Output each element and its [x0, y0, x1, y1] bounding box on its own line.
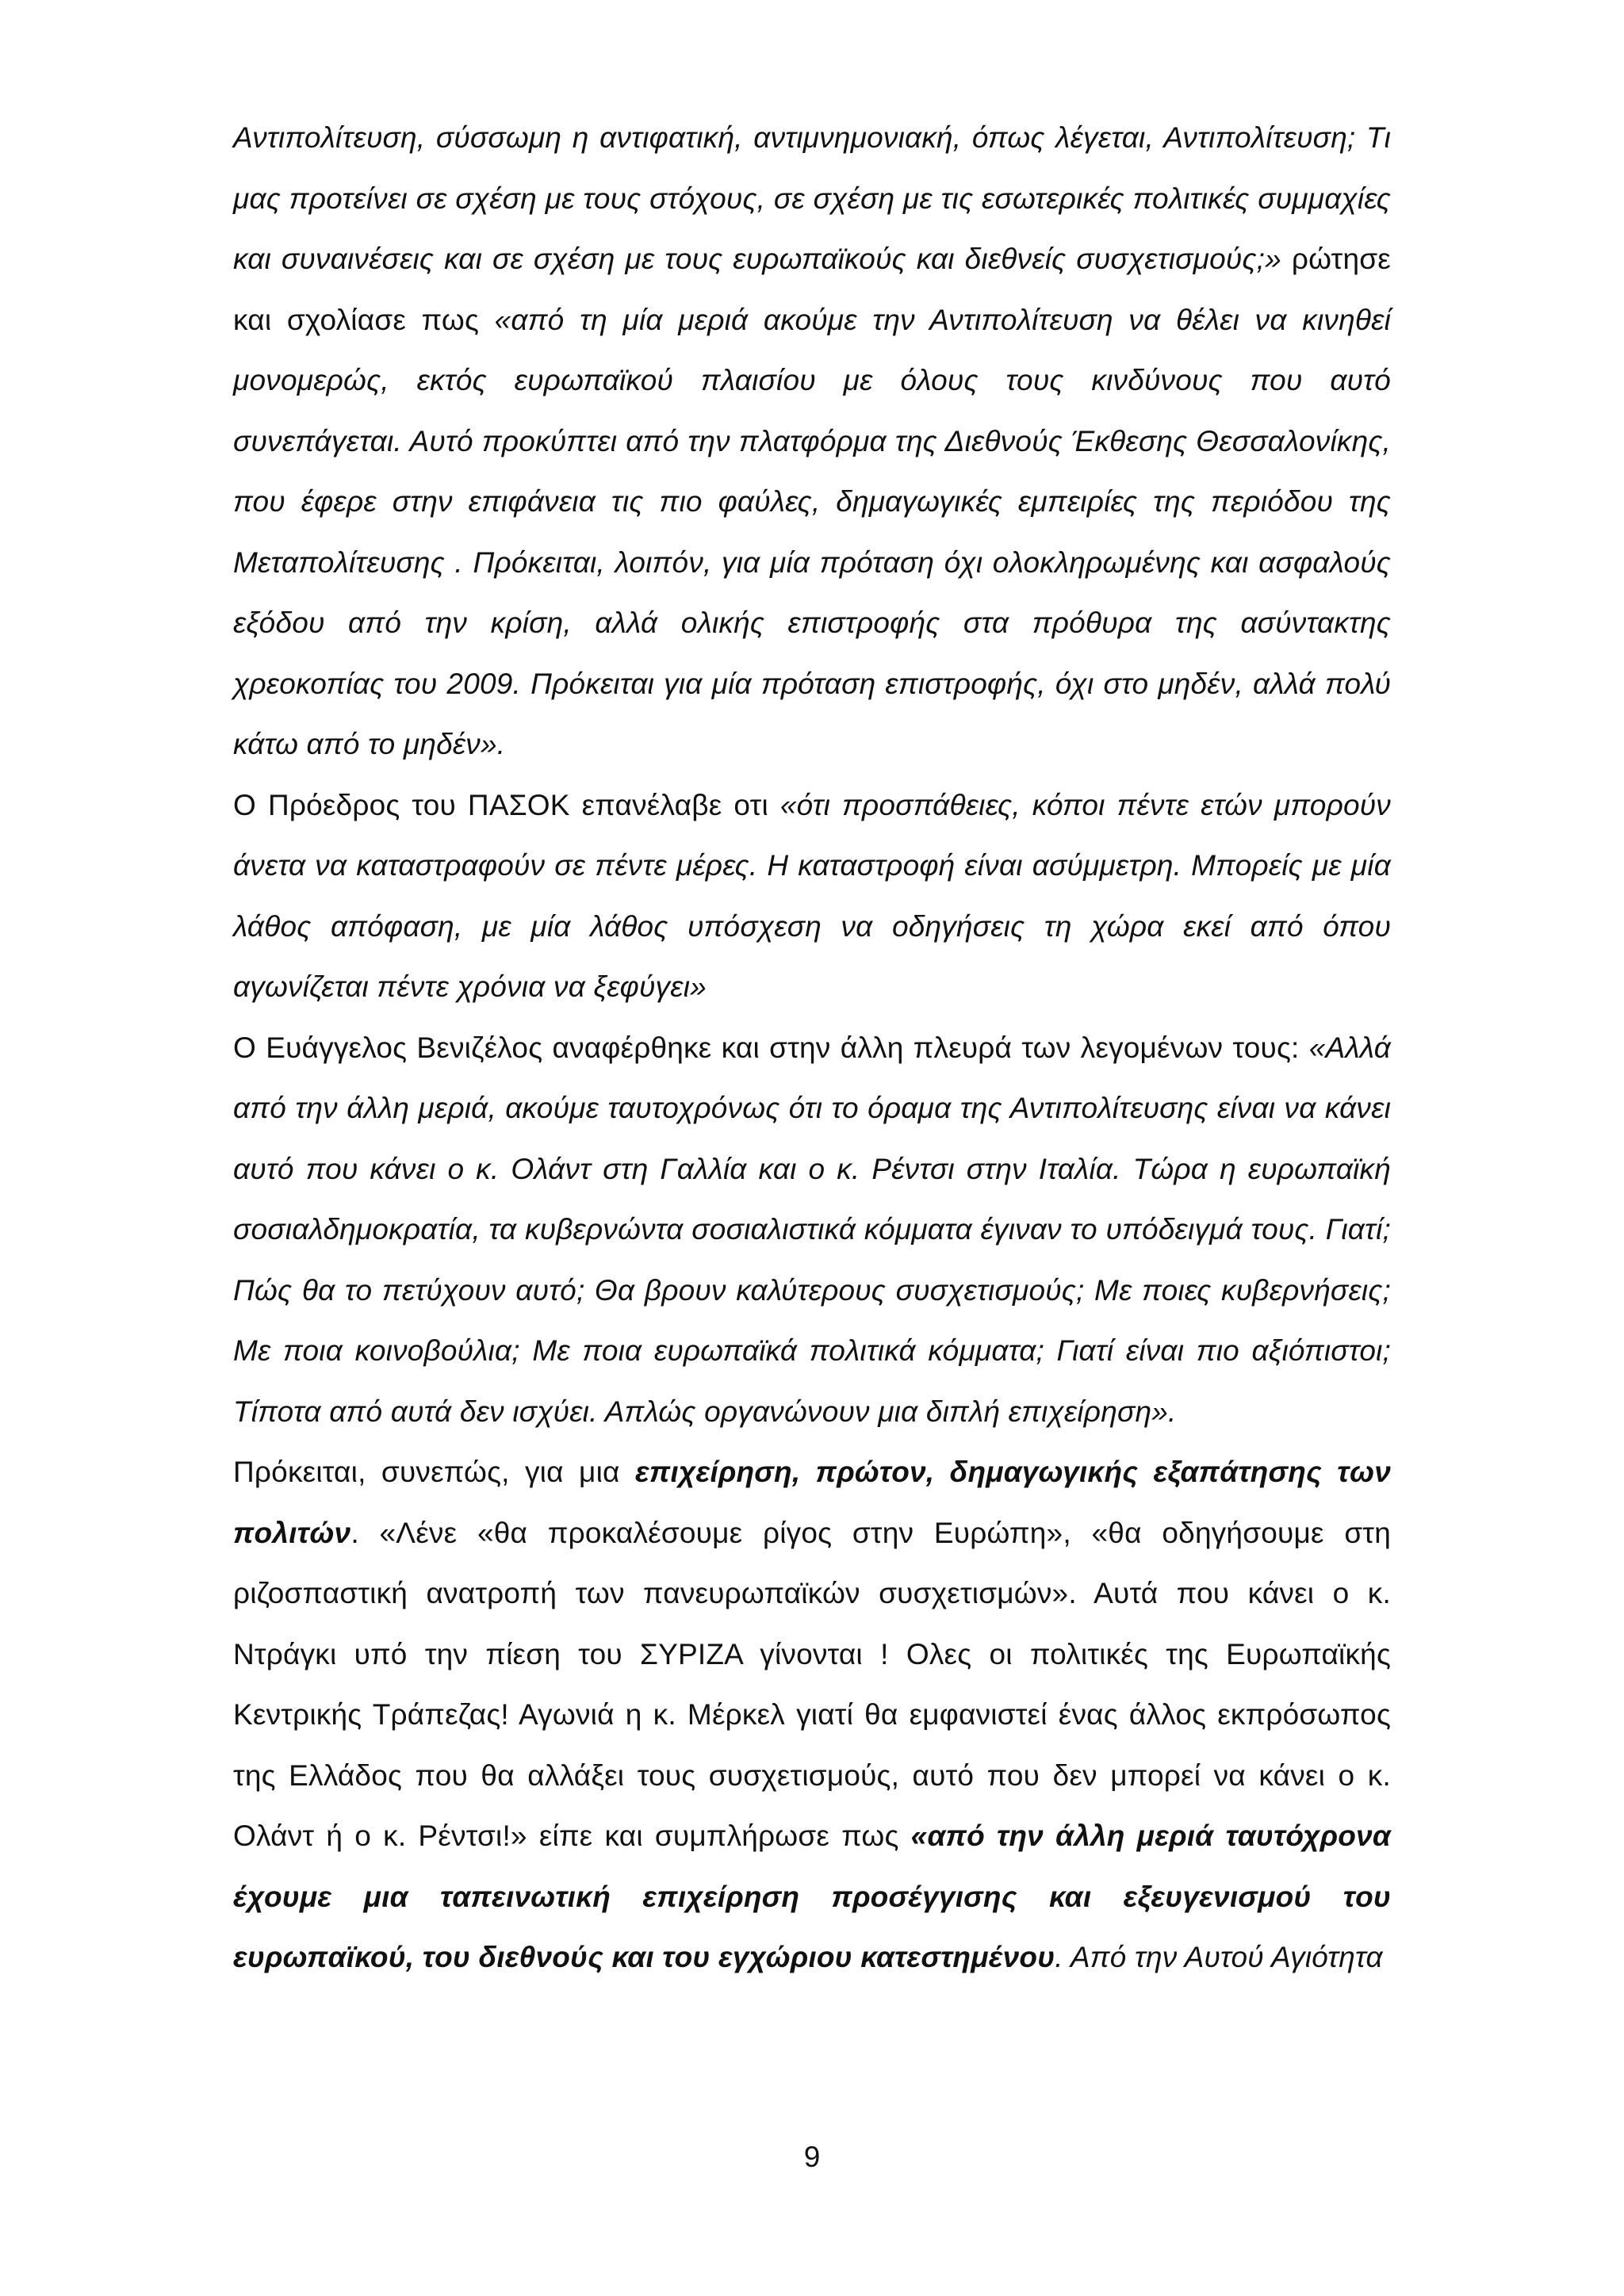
- paragraph-2: [233, 775, 1391, 1018]
- paragraph-4: [233, 1442, 1391, 1988]
- page-number: 9: [803, 2141, 821, 2173]
- body-text: [233, 108, 1391, 1988]
- paragraph-4-segment-4: «από την άλλη μεριά ταυτόχρονα έχουμε μια ταπεινωτική επιχείρηση προσέγγισης και εξευγενισμού του ευρωπαϊκού, του διεθνούς και του εγχώριου κατεστημένου: [233, 1820, 1391, 1973]
- paragraph-2-segment-1: Ο Πρόεδρος του ΠΑΣΟΚ επανέλαβε οτι: [233, 788, 780, 821]
- paragraph-1-segment-1: Αντιπολίτευση, σύσσωμη η αντιφατική, αντιμνημονιακή, όπως λέγεται, Αντιπολίτευση; Τι μας προτείνει σε σχέση με τους στόχους, σε σχέση με τις εσωτερικές πολιτικές συμμαχίες και συναινέσεις και σε σχέση με τους ευρωπαϊκούς και διεθνείς συσχετισμούς;»: [233, 121, 1391, 275]
- paragraph-1: [233, 108, 1391, 775]
- paragraph-3-segment-1: Ο Ευάγγελος Βενιζέλος αναφέρθηκε και στην άλλη πλευρά των λεγομένων τους:: [233, 1031, 1309, 1064]
- paragraph-2-segment-2: «ότι προσπάθειες, κόποι πέντε ετών μπορούν άνετα να καταστραφούν σε πέντε μέρες. Η καταστροφή είναι ασύμμετρη. Μπορείς με μία λάθος απόφαση, με μία λάθος υπόσχεση να οδηγήσεις τη χώρα εκεί από όπου αγωνίζεται πέντε χρόνια να ξεφύγει»: [233, 788, 1391, 1003]
- paragraph-4-segment-2: επιχείρηση, πρώτον, δημαγωγικής εξαπάτησης των πολιτών: [233, 1456, 1392, 1549]
- paragraph-1-segment-3: «από τη μία μεριά ακούμε την Αντιπολίτευση να θέλει να κινηθεί μονομερώς, εκτός ευρωπαϊκού πλαισίου με όλους τους κινδύνους που αυτό συνεπάγεται. Αυτό προκύπτει από την πλατφόρμα της Διεθνούς Έκθεσης Θεσσαλονίκης, που έφερε στην επιφάνεια τις πιο φαύλες, δημαγωγικές εμπειρίες της περιόδου της Μεταπολίτευσης . Πρόκειται, λοιπόν, για μία πρόταση όχι ολοκληρωμένης και ασφαλούς εξόδου από την κρίση, αλλά ολικής επιστροφής στα πρόθυρα της ασύντακτης χρεοκοπίας του 2009. Πρόκειται για μία πρόταση επιστροφής, όχι στο μηδέν, αλλά πολύ κάτω από το μηδέν».: [233, 303, 1391, 760]
- paragraph-4-segment-3: . «Λένε «θα προκαλέσουμε ρίγος στην Ευρώπη», «θα οδηγήσουμε στη ριζοσπαστική ανατροπή των πανευρωπαϊκών συσχετισμών». Αυτά που κάνει ο κ. Ντράγκι υπό την πίεση του ΣΥΡΙΖΑ γίνονται ! Ολες οι πολιτικές της Ευρωπαϊκής Κεντρικής Τράπεζας! Αγωνιά η κ. Μέρκελ γιατί θα εμφανιστεί ένας άλλος εκπρόσωπος της Ελλάδος που θα αλλάξει τους συσχετισμούς, αυτό που δεν μπορεί να κάνει ο κ. Ολάντ ή ο κ. Ρέντσι!» είπε και συμπλήρωσε πως: [233, 1516, 1391, 1852]
- paragraph-3-segment-2: «Αλλά από την άλλη μεριά, ακούμε ταυτοχρόνως ότι το όραμα της Αντιπολίτευσης είναι να κάνει αυτό που κάνει ο κ. Ολάντ στη Γαλλία και ο κ. Ρέντσι στην Ιταλία. Τώρα η ευρωπαϊκή σοσιαλδημοκρατία, τα κυβερνώντα σοσιαλιστικά κόμματα έγιναν το υπόδειγμά τους. Γιατί; Πώς θα το πετύχουν αυτό; Θα βρουν καλύτερους συσχετισμούς; Με ποιες κυβερνήσεις; Με ποια κοινοβούλια; Με ποια ευρωπαϊκά πολιτικά κόμματα; Γιατί είναι πιο αξιόπιστοι; Τίποτα από αυτά δεν ισχύει. Απλώς οργανώνουν μια διπλή επιχείρηση».: [233, 1031, 1391, 1428]
- paragraph-3: [233, 1018, 1391, 1443]
- paragraph-4-segment-5: . Από την Αυτού Αγιότητα: [1055, 1941, 1383, 1973]
- paragraph-4-segment-1: Πρόκειται, συνεπώς, για μια: [233, 1456, 635, 1488]
- paragraph-1-segment-2: ρώτησε και σχολίασε πως: [233, 243, 1391, 336]
